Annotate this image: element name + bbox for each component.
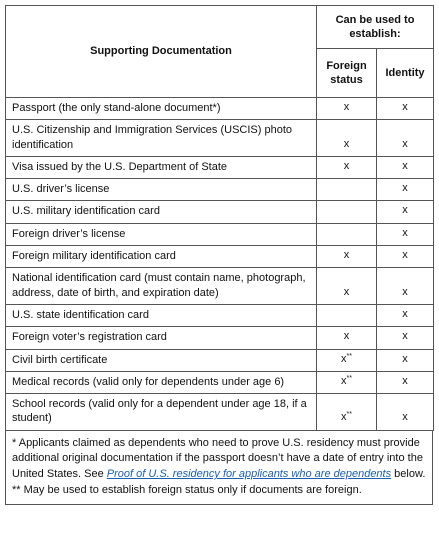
proof-of-residency-link[interactable]: Proof of U.S. residency for applicants who are dependents xyxy=(106,467,392,480)
foreign-status-cell xyxy=(317,223,377,245)
document-name-cell: Foreign military identification card xyxy=(6,246,317,268)
table-row xyxy=(6,223,434,245)
footnote-dependents xyxy=(12,436,426,483)
foreign-status-mark: x xyxy=(343,101,350,113)
footnotes xyxy=(5,431,433,505)
table-row xyxy=(6,156,434,178)
foreign-status-cell xyxy=(317,179,377,201)
table-row xyxy=(6,268,434,305)
foreign-status-mark: x xyxy=(343,137,350,150)
header-supporting-documentation: Supporting Documentation xyxy=(6,6,317,98)
foreign-status-cell xyxy=(317,304,377,326)
table-row xyxy=(6,371,434,393)
foreign-only-footnote-marker: ** xyxy=(346,352,352,360)
identity-cell: x xyxy=(377,120,434,157)
identity-cell: x xyxy=(377,246,434,268)
document-name-cell: Passport (the only stand-alone document*) xyxy=(6,98,317,120)
document-name-cell: School records (valid only for a dependent under age 18, if a student) xyxy=(6,394,317,431)
table-row xyxy=(6,120,434,157)
identity-cell: x xyxy=(377,394,434,431)
header-can-be-used-to-establish: Can be used to establish: xyxy=(317,6,434,49)
document-name-cell: U.S. military identification card xyxy=(6,201,317,223)
identity-cell: x xyxy=(377,201,434,223)
document-name-cell: U.S. state identification card xyxy=(6,304,317,326)
document-name-cell: Visa issued by the U.S. Department of State xyxy=(6,156,317,178)
foreign-status-cell xyxy=(317,371,377,393)
identity-cell: x xyxy=(377,371,434,393)
foreign-status-mark: x xyxy=(341,374,347,387)
foreign-status-mark: x xyxy=(343,285,350,298)
foreign-only-footnote-marker: ** xyxy=(346,411,352,419)
foreign-status-cell xyxy=(317,327,377,349)
foreign-status-cell xyxy=(317,98,377,120)
identity-cell: x xyxy=(377,179,434,201)
document-name-cell: Medical records (valid only for dependents under age 6) xyxy=(6,371,317,393)
table-row xyxy=(6,246,434,268)
foreign-status-cell xyxy=(317,156,377,178)
supporting-documentation-table-container xyxy=(5,5,433,505)
foreign-status-mark: x xyxy=(341,411,347,424)
table-row xyxy=(6,201,434,223)
foreign-only-footnote-marker: ** xyxy=(346,374,352,382)
identity-cell: x xyxy=(377,98,434,120)
table-row xyxy=(6,98,434,120)
identity-cell: x xyxy=(377,223,434,245)
document-name-cell: U.S. driver’s license xyxy=(6,179,317,201)
footnote-foreign-documents: ** May be used to establish foreign status only if documents are foreign. xyxy=(12,483,362,496)
document-name-cell: Foreign voter’s registration card xyxy=(6,327,317,349)
table-row xyxy=(6,349,434,371)
footnote-dependents-text-end: below. xyxy=(391,467,426,480)
foreign-status-cell xyxy=(317,246,377,268)
table-row xyxy=(6,179,434,201)
foreign-status-mark: x xyxy=(341,352,347,365)
document-name-cell: National identification card (must contain name, photograph, address, date of birth, and expiration date) xyxy=(6,268,317,305)
document-name-cell: Civil birth certificate xyxy=(6,349,317,371)
foreign-status-cell xyxy=(317,349,377,371)
identity-cell: x xyxy=(377,327,434,349)
table-row xyxy=(6,327,434,349)
foreign-status-mark: x xyxy=(343,330,350,343)
identity-cell: x xyxy=(377,268,434,305)
identity-cell: x xyxy=(377,349,434,371)
document-name-cell: Foreign driver’s license xyxy=(6,223,317,245)
foreign-status-cell xyxy=(317,268,377,305)
foreign-status-mark: x xyxy=(343,159,350,172)
document-name-cell: U.S. Citizenship and Immigration Services (USCIS) photo identification xyxy=(6,120,317,157)
foreign-status-cell xyxy=(317,201,377,223)
footnote-dependents-text: * Applicants claimed as dependents who need to prove U.S. residency must provide additional original documentation if the passport doesn’t have a date of entry into the United States. See xyxy=(12,436,423,480)
foreign-status-cell xyxy=(317,394,377,431)
foreign-status-mark: x xyxy=(343,249,350,262)
table-row xyxy=(6,304,434,326)
supporting-documentation-table xyxy=(5,5,434,431)
foreign-status-cell xyxy=(317,120,377,157)
table-row xyxy=(6,394,434,431)
header-foreign-status: Foreign status xyxy=(317,49,377,98)
header-identity: Identity xyxy=(377,49,434,98)
identity-cell: x xyxy=(377,156,434,178)
identity-cell: x xyxy=(377,304,434,326)
